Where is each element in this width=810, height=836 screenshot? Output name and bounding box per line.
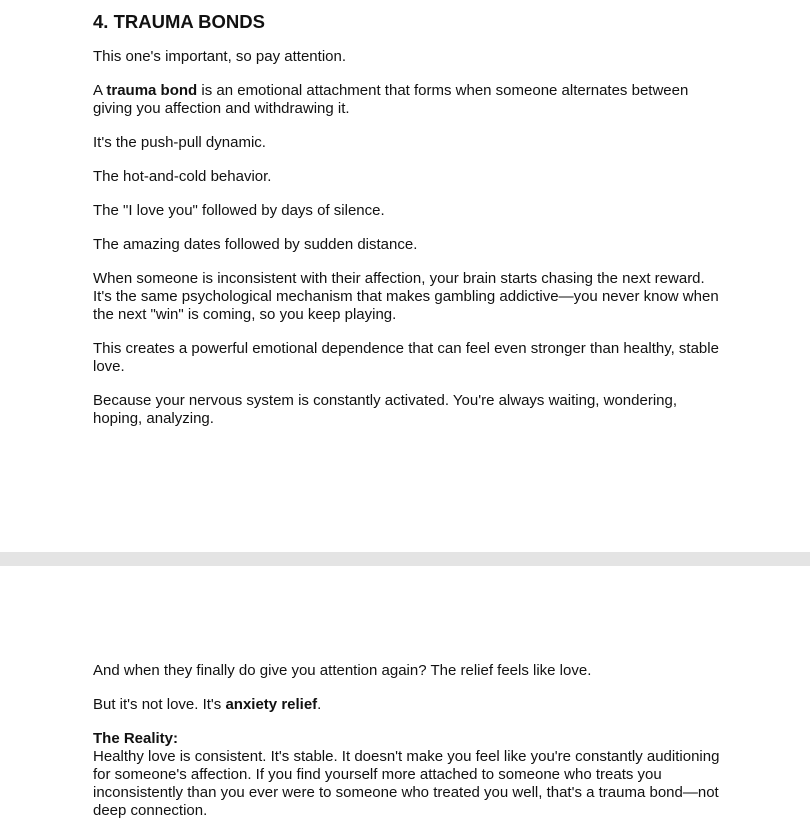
paragraph-hot-cold: The hot-and-cold behavior. [93, 168, 272, 185]
anxiety-prefix: But it's not love. It's [93, 696, 226, 713]
reality-label: The Reality: [93, 730, 179, 747]
paragraph-anxiety-relief [93, 696, 723, 714]
page-separator [0, 552, 810, 566]
page-2-content [93, 662, 723, 836]
definition-prefix: A [93, 82, 107, 99]
paragraph-intro: This one's important, so pay attention. [93, 48, 347, 65]
anxiety-suffix: . [317, 696, 322, 713]
paragraph-relief: And when they finally do give you attention again? The relief feels like love. [93, 662, 592, 679]
paragraph-amazing-dates: The amazing dates followed by sudden distance. [93, 236, 418, 253]
paragraph-reality [93, 730, 723, 820]
term-trauma-bond: trauma bond [106, 82, 198, 99]
paragraph-inconsistency: When someone is inconsistent with their affection, your brain starts chasing the next reward. It's the same psychological mechanism that makes gambling addictive—you never know when the next "win" is coming, so you keep playing. [93, 270, 719, 323]
paragraph-i-love-you: The "I love you" followed by days of silence. [93, 202, 385, 219]
term-anxiety-relief: anxiety relief [225, 696, 318, 713]
paragraph-dependence: This creates a powerful emotional dependence that can feel even stronger than healthy, stable love. [93, 340, 719, 375]
reality-text: Healthy love is consistent. It's stable. It doesn't make you feel like you're constantly auditioning for someone's affection. If you find yourself more attached to someone who treats you inconsistently than you ever were to someone who treated you well, that's a trauma bond—not deep connection. [93, 748, 720, 819]
paragraph-nervous-system: Because your nervous system is constantly activated. You're always waiting, wondering, hoping, analyzing. [93, 392, 678, 427]
section-heading: 4. TRAUMA BONDS [93, 11, 265, 32]
paragraph-push-pull: It's the push-pull dynamic. [93, 134, 266, 151]
paragraph-definition [93, 82, 723, 118]
document-page-2 [0, 566, 810, 830]
page-1-content [93, 10, 723, 444]
definition-text: is an emotional attachment that forms when someone alternates between giving you affection and withdrawing it. [93, 82, 689, 117]
